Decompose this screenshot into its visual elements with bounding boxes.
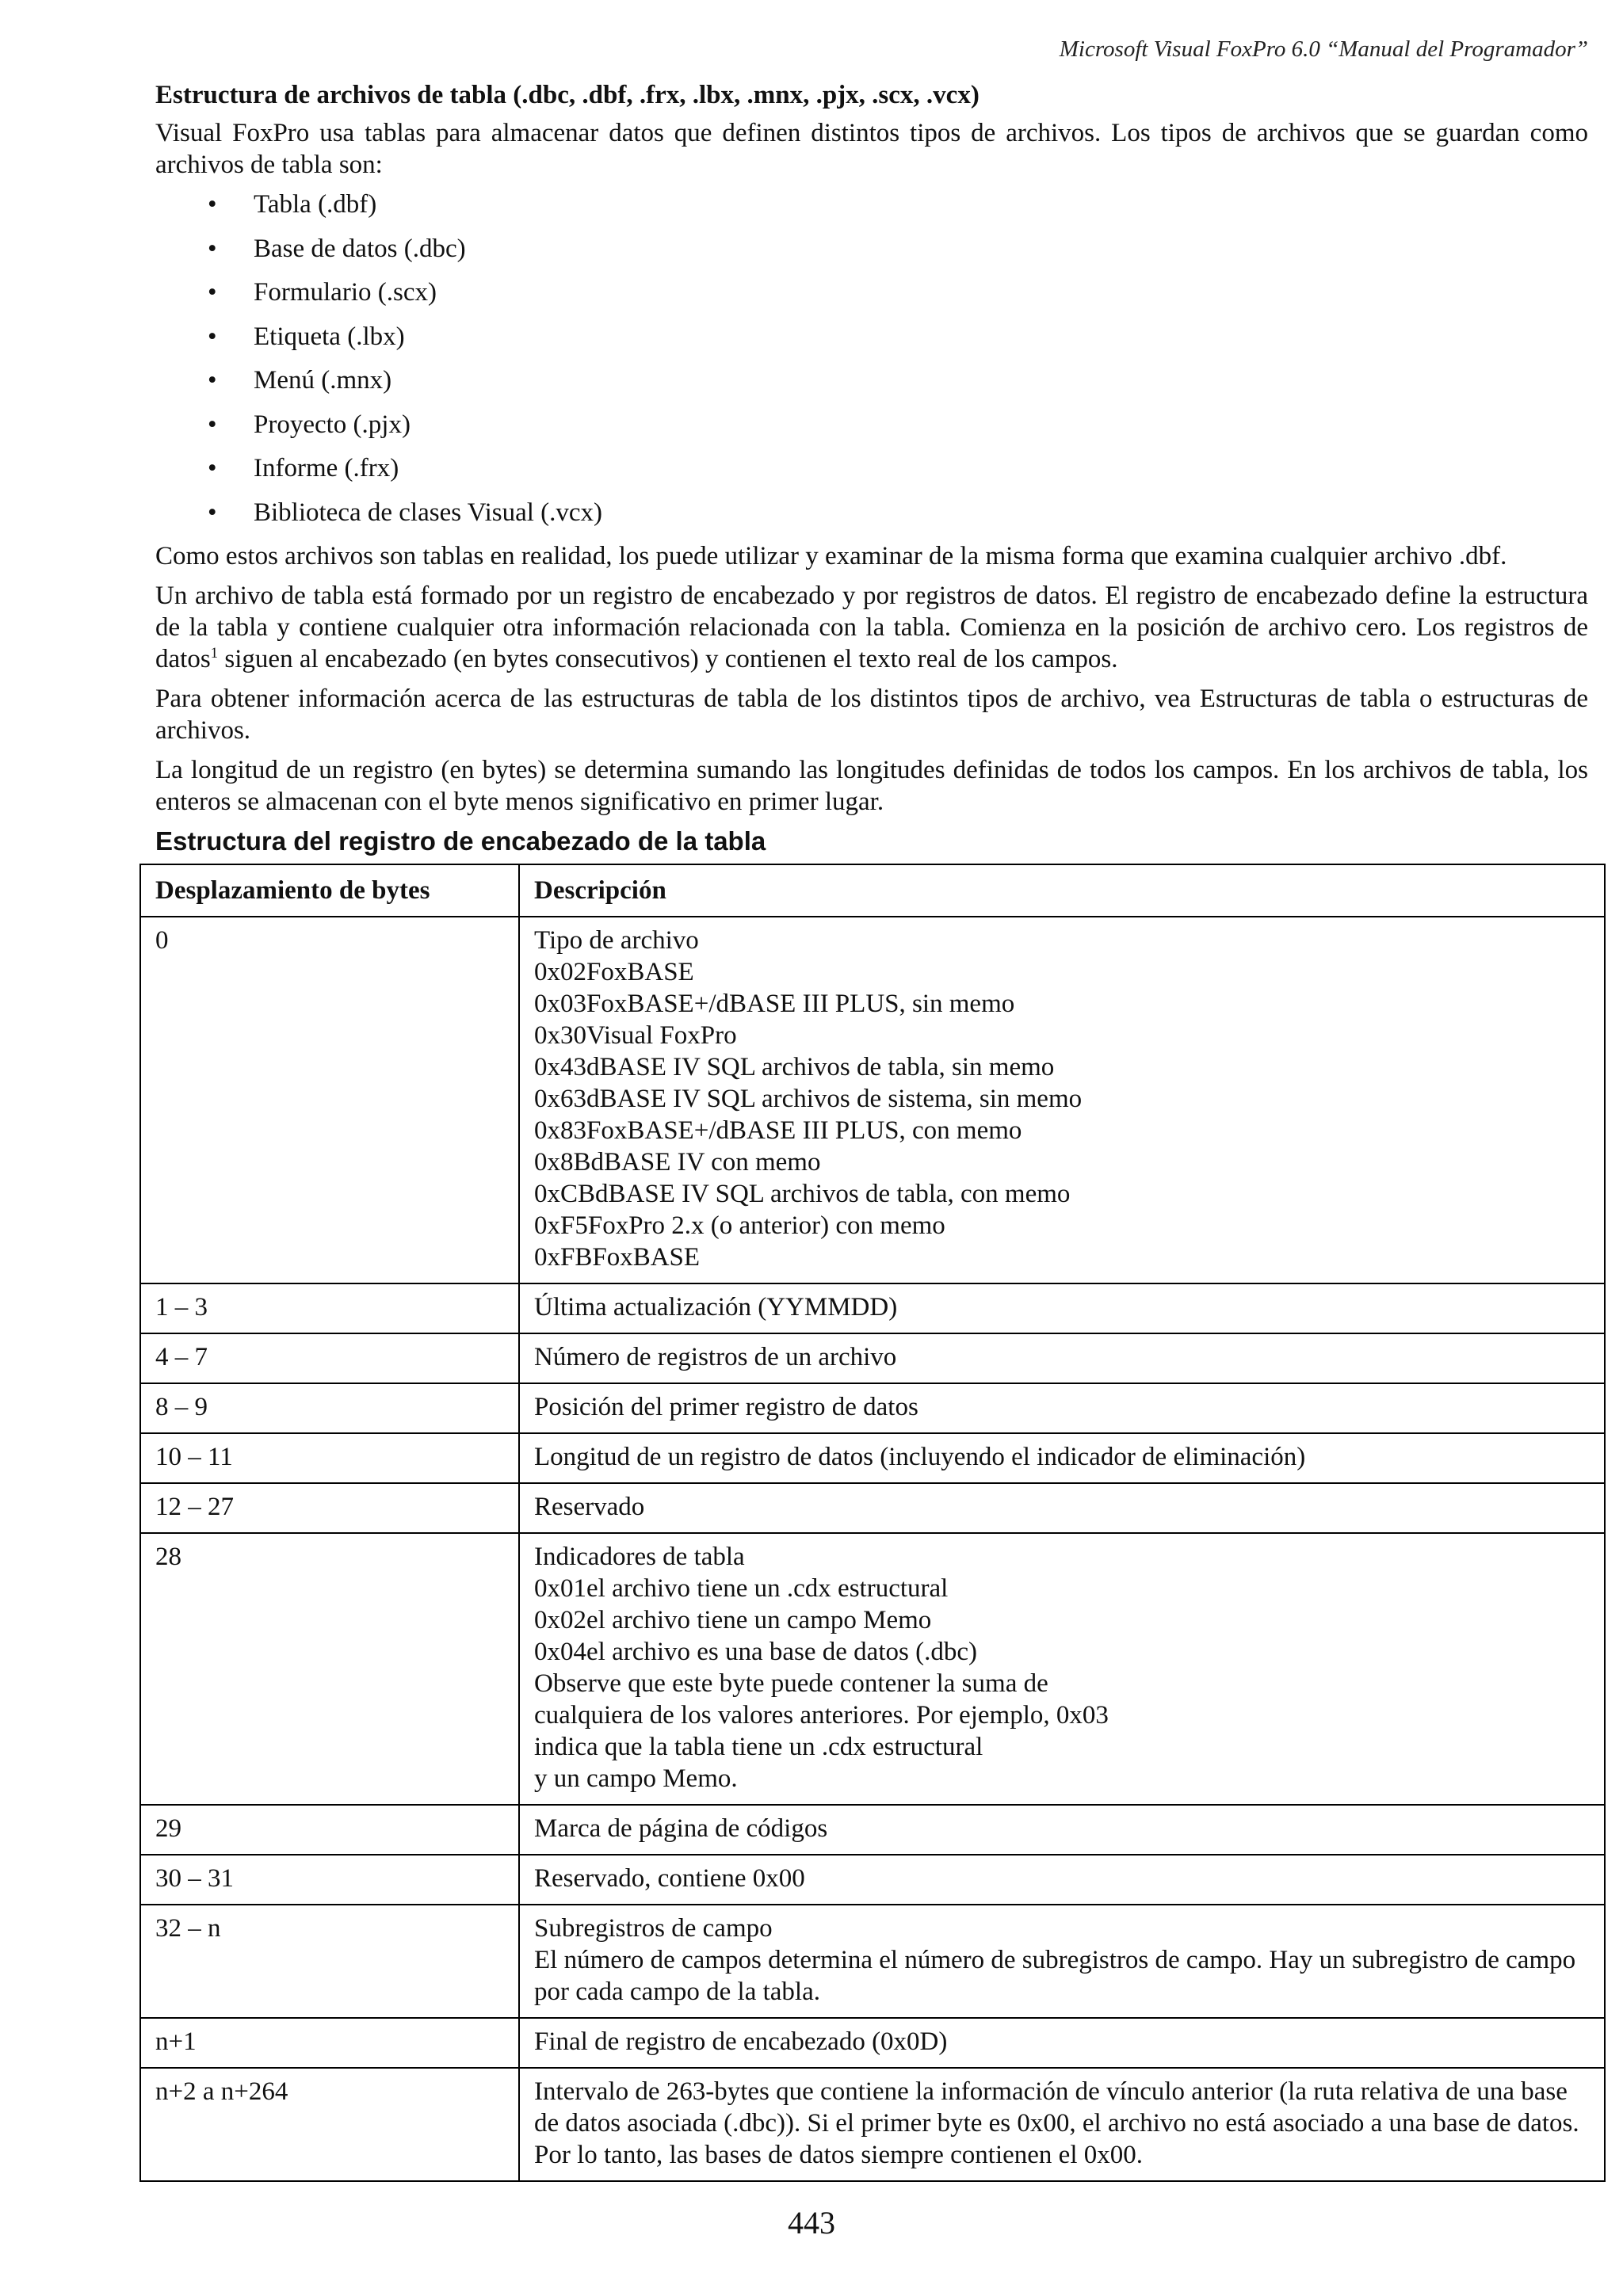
description-line: Posición del primer registro de datos bbox=[534, 1393, 918, 1421]
list-item bbox=[155, 321, 1588, 353]
running-header: Microsoft Visual FoxPro 6.0 “Manual del Programador” bbox=[1059, 36, 1588, 62]
description-line: 0x03FoxBASE+/dBASE III PLUS, sin memo bbox=[534, 990, 1015, 1018]
structure-text: Un archivo de tabla está formado por un registro de encabezado y por registros de datos. El registro de encabezado define la estructura de la tabla y contiene cualquier otra información relacionada con la tabla. Comienza en la posición de archivo cero. Los registros de datos bbox=[155, 582, 1588, 673]
description-line: Subregistros de campo bbox=[534, 1914, 773, 1943]
description-line: indica que la tabla tiene un .cdx estructural bbox=[534, 1733, 983, 1761]
description-line: Reservado bbox=[534, 1493, 645, 1521]
description-cell bbox=[519, 1855, 1605, 1905]
bullet-icon: • bbox=[208, 410, 217, 439]
offset-cell: n+1 bbox=[140, 2018, 519, 2068]
offset-cell: 30 – 31 bbox=[140, 1855, 519, 1905]
table-row bbox=[140, 1433, 1605, 1483]
structure-text-end: siguen al encabezado (en bytes consecutivos) y contienen el texto real de los campos. bbox=[218, 645, 1118, 673]
table-header-row bbox=[140, 864, 1605, 917]
description-cell bbox=[519, 917, 1605, 1283]
description-line: 0xFBFoxBASE bbox=[534, 1243, 701, 1272]
table-row bbox=[140, 2018, 1605, 2068]
offset-cell: 28 bbox=[140, 1533, 519, 1805]
offset-cell: 8 – 9 bbox=[140, 1383, 519, 1433]
table-row bbox=[140, 1533, 1605, 1805]
description-line: 0x30Visual FoxPro bbox=[534, 1021, 737, 1050]
offset-cell: 29 bbox=[140, 1805, 519, 1855]
description-line: Marca de página de códigos bbox=[534, 1814, 828, 1843]
description-line: 0x8BdBASE IV con memo bbox=[534, 1148, 821, 1177]
bullet-icon: • bbox=[208, 190, 217, 219]
list-item-label: Proyecto (.pjx) bbox=[254, 410, 411, 439]
table-body bbox=[140, 917, 1605, 2181]
table-row bbox=[140, 2068, 1605, 2181]
list-item bbox=[155, 277, 1588, 308]
list-item-label: Biblioteca de clases Visual (.vcx) bbox=[254, 498, 603, 527]
intro-paragraph: Visual FoxPro usa tablas para almacenar datos que definen distintos tipos de archivos. Los tipos de archivos que se guardan como archivos de tabla son: bbox=[155, 119, 1588, 179]
section-title: Estructura de archivos de tabla (.dbc, .dbf, .frx, .lbx, .mnx, .pjx, .scx, .vcx) bbox=[155, 81, 980, 109]
offset-cell: 4 – 7 bbox=[140, 1333, 519, 1383]
offset-cell: 12 – 27 bbox=[140, 1483, 519, 1533]
structure-paragraph bbox=[155, 580, 1588, 675]
description-line: El número de campos determina el número de subregistros de campo. Hay un subregistro de campo por cada campo de la tabla. bbox=[534, 1946, 1576, 2006]
length-paragraph: La longitud de un registro (en bytes) se determina sumando las longitudes definidas de todos los campos. En los archivos de tabla, los enteros se almacenan con el byte menos significativo en primer lugar. bbox=[155, 756, 1588, 816]
table-row bbox=[140, 1283, 1605, 1333]
bullet-icon: • bbox=[208, 454, 217, 482]
list-item bbox=[155, 452, 1588, 484]
description-cell bbox=[519, 1805, 1605, 1855]
description-line: Tipo de archivo bbox=[534, 926, 699, 955]
file-type-list bbox=[155, 189, 1588, 528]
description-cell bbox=[519, 1433, 1605, 1483]
list-item-label: Menú (.mnx) bbox=[254, 366, 392, 395]
info-paragraph: Para obtener información acerca de las estructuras de tabla de los distintos tipos de archivo, vea Estructuras de tabla o estructuras de archivos. bbox=[155, 685, 1588, 745]
description-line: 0xCBdBASE IV SQL archivos de tabla, con memo bbox=[534, 1180, 1071, 1208]
description-cell bbox=[519, 1533, 1605, 1805]
offset-cell: 0 bbox=[140, 917, 519, 1283]
list-item bbox=[155, 497, 1588, 528]
list-item bbox=[155, 189, 1588, 220]
offset-cell: 32 – n bbox=[140, 1905, 519, 2018]
list-item-label: Informe (.frx) bbox=[254, 454, 399, 482]
table-row bbox=[140, 1383, 1605, 1433]
bullet-icon: • bbox=[208, 366, 217, 395]
offset-cell: n+2 a n+264 bbox=[140, 2068, 519, 2181]
description-line: 0x04el archivo es una base de datos (.dbc) bbox=[534, 1638, 977, 1666]
bullet-icon: • bbox=[208, 278, 217, 307]
bullet-icon: • bbox=[208, 322, 217, 351]
description-line: Observe que este byte puede contener la suma de bbox=[534, 1669, 1048, 1698]
description-cell bbox=[519, 1283, 1605, 1333]
table-row bbox=[140, 1855, 1605, 1905]
tables-paragraph: Como estos archivos son tablas en realidad, los puede utilizar y examinar de la misma forma que examina cualquier archivo .dbf. bbox=[155, 542, 1507, 570]
table-row bbox=[140, 917, 1605, 1283]
description-cell bbox=[519, 1483, 1605, 1533]
description-line: Indicadores de tabla bbox=[534, 1543, 745, 1571]
description-cell bbox=[519, 1383, 1605, 1433]
description-line: Intervalo de 263-bytes que contiene la información de vínculo anterior (la ruta relativa de una base de datos asociada (.dbc)). Si el primer byte es 0x00, el archivo no está asociado a una base de datos. Por lo tanto, las bases de datos siempre contienen el 0x00. bbox=[534, 2077, 1579, 2169]
description-line: cualquiera de los valores anteriores. Por ejemplo, 0x03 bbox=[534, 1701, 1109, 1730]
description-line: y un campo Memo. bbox=[534, 1764, 738, 1793]
page-number: 443 bbox=[788, 2205, 835, 2241]
description-line: 0x83FoxBASE+/dBASE III PLUS, con memo bbox=[534, 1116, 1022, 1145]
description-cell bbox=[519, 2018, 1605, 2068]
page-content bbox=[155, 32, 1588, 2182]
list-item-label: Formulario (.scx) bbox=[254, 278, 437, 307]
description-line: Última actualización (YYMMDD) bbox=[534, 1293, 898, 1322]
description-line: 0x02el archivo tiene un campo Memo bbox=[534, 1606, 932, 1634]
table-row bbox=[140, 1333, 1605, 1383]
header-structure-table bbox=[139, 864, 1606, 2182]
table-title: Estructura del registro de encabezado de la tabla bbox=[155, 826, 766, 856]
bullet-icon: • bbox=[208, 498, 217, 527]
column-header-offset: Desplazamiento de bytes bbox=[140, 864, 519, 917]
description-cell bbox=[519, 1905, 1605, 2018]
description-line: 0x63dBASE IV SQL archivos de sistema, sin memo bbox=[534, 1085, 1083, 1113]
offset-cell: 10 – 11 bbox=[140, 1433, 519, 1483]
table-row bbox=[140, 1483, 1605, 1533]
list-item bbox=[155, 233, 1588, 265]
table-row bbox=[140, 1805, 1605, 1855]
column-header-description: Descripción bbox=[519, 864, 1605, 917]
offset-cell: 1 – 3 bbox=[140, 1283, 519, 1333]
description-line: 0xF5FoxPro 2.x (o anterior) con memo bbox=[534, 1211, 945, 1240]
list-item-label: Tabla (.dbf) bbox=[254, 190, 377, 219]
footnote-mark: 1 bbox=[210, 645, 219, 662]
list-item-label: Etiqueta (.lbx) bbox=[254, 322, 405, 351]
description-line: Reservado, contiene 0x00 bbox=[534, 1864, 805, 1893]
description-cell bbox=[519, 2068, 1605, 2181]
list-item-label: Base de datos (.dbc) bbox=[254, 234, 466, 263]
description-line: 0x01el archivo tiene un .cdx estructural bbox=[534, 1574, 949, 1603]
bullet-icon: • bbox=[208, 234, 217, 263]
list-item bbox=[155, 409, 1588, 441]
description-cell bbox=[519, 1333, 1605, 1383]
description-line: Número de registros de un archivo bbox=[534, 1343, 897, 1371]
description-line: 0x02FoxBASE bbox=[534, 958, 694, 986]
description-line: Final de registro de encabezado (0x0D) bbox=[534, 2027, 948, 2056]
table-row bbox=[140, 1905, 1605, 2018]
description-line: Longitud de un registro de datos (incluyendo el indicador de eliminación) bbox=[534, 1443, 1306, 1471]
description-line: 0x43dBASE IV SQL archivos de tabla, sin memo bbox=[534, 1053, 1055, 1081]
list-item bbox=[155, 364, 1588, 396]
